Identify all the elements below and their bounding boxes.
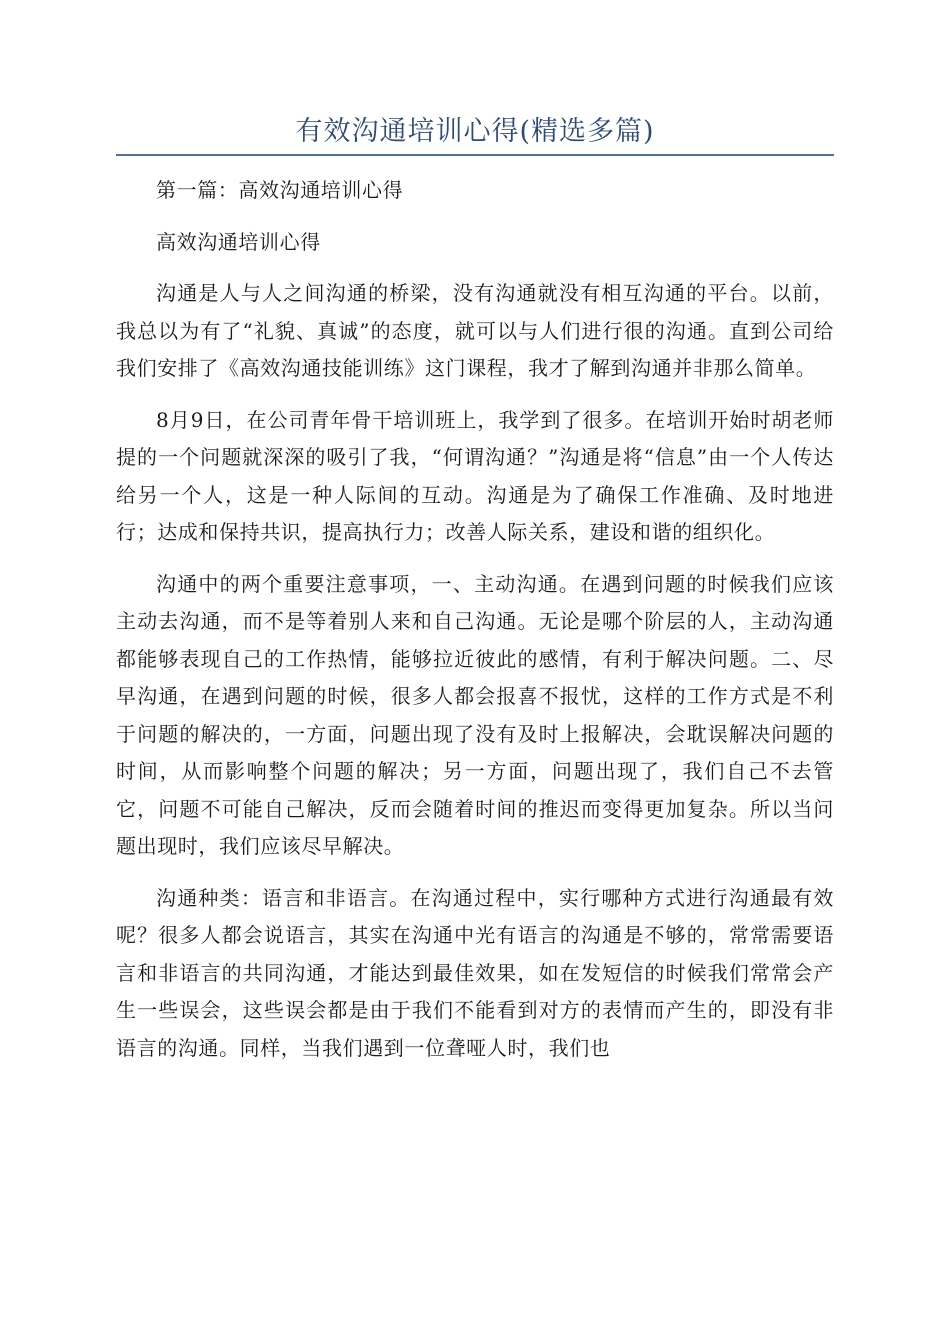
body-paragraph: 沟通种类：语言和非语言。在沟通过程中，实行哪种方式进行沟通最有效呢？很多人都会说语言，其实在沟通中光有语言的沟通是不够的，常常需要语言和非语言的共同沟通，才能达到最佳效果，如在发短信的时候我们常常会产生一些误会，这些误会都是由于我们不能看到对方的表情而产生的，即没有非语言的沟通。同样，当我们遇到一位聋哑人时，我们也 bbox=[116, 885, 834, 1060]
subheading: 高效沟通培训心得 bbox=[156, 229, 321, 254]
body-paragraph: 8月9日，在公司青年骨干培训班上，我学到了很多。在培训开始时胡老师提的一个问题就深深的吸引了我，“何谓沟通？”沟通是将“信息”由一个人传达给另一个人，这是一种人际间的互动。沟通是为了确保工作准确、及时地进行；达成和保持共识，提高执行力；改善人际关系，建设和谐的组织化。 bbox=[116, 407, 834, 544]
document-title: 有效沟通培训心得(精选多篇) bbox=[295, 116, 655, 147]
document-body bbox=[116, 172, 834, 1081]
section-heading: 第一篇：高效沟通培训心得 bbox=[156, 178, 404, 202]
title-underline bbox=[116, 154, 834, 156]
body-paragraph: 沟通是人与人之间沟通的桥梁，没有沟通就没有相互沟通的平台。以前，我总以为有了“礼貌、真诚”的态度，就可以与人们进行很的沟通。直到公司给我们安排了《高效沟通技能训练》这门课程，我才了解到沟通并非那么简单。 bbox=[116, 281, 834, 380]
body-paragraph: 沟通中的两个重要注意事项，一、主动沟通。在遇到问题的时候我们应该主动去沟通，而不是等着别人来和自己沟通。无论是哪个阶层的人，主动沟通都能够表现自己的工作热情，能够拉近彼此的感情，有利于解决问题。二、尽早沟通，在遇到问题的时候，很多人都会报喜不报忧，这样的工作方式是不利于问题的解决的，一方面，问题出现了没有及时上报解决，会耽误解决问题的时间，从而影响整个问题的解决；另一方面，问题出现了，我们自己不去管它，问题不可能自己解决，反而会随着时间的推迟而变得更加复杂。所以当问题出现时，我们应该尽早解决。 bbox=[116, 571, 834, 858]
